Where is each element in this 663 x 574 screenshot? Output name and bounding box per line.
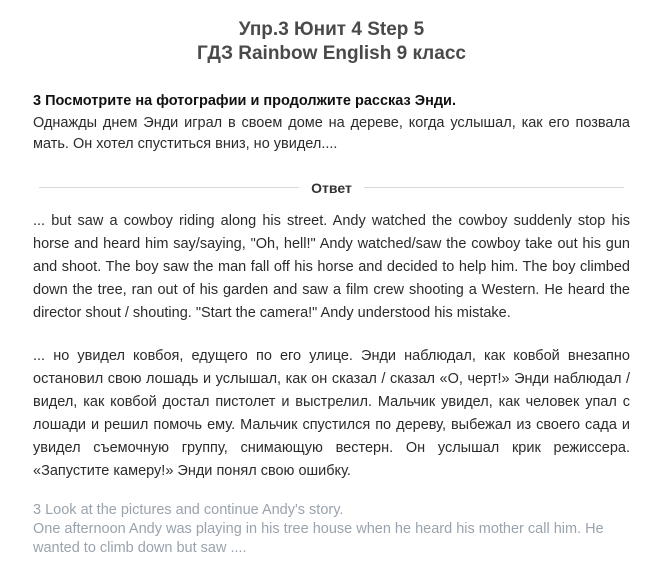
answer-label: Ответ — [311, 179, 352, 196]
answer-russian: ... но увидел ковбоя, едущего по его улице. Энди наблюдал, как ковбой внезапно остановил свою лошадь и услышал, как он сказал / сказал «О, черт!» Энди наблюдал / видел, как ковбой достал пистолет и выстрелил. Мальчик увидел, как человек упал с лошади и решил помочь ему. Мальчик спустился по дереву, выбежал из своего сада и увидел съемочную группу, снимающую вестерн. Он услышал крик режиссера. «Запустите камеру!» Энди понял свою ошибку. — [33, 347, 630, 479]
title-line-1: Упр.3 Юнит 4 Step 5 — [238, 19, 425, 40]
original-text: One afternoon Andy was playing in his tree house when he heard his mother call him. He wanted to climb down but saw .... — [33, 520, 604, 556]
task-text: Однажды днем Энди играл в своем доме на дереве, когда услышал, как его позвала мать. Он хотел спуститься вниз, но увидел.... — [33, 114, 630, 152]
divider-line-left — [39, 187, 299, 188]
page-title — [33, 0, 630, 66]
divider-line-right — [364, 187, 624, 188]
answer-english: ... but saw a cowboy riding along his street. Andy watched the cowboy suddenly stop his horse and heard him say/saying, "Oh, hell!" Andy watched/saw the cowboy take out his gun and shoot. The boy saw the man fall off his horse and decided to help him. The boy climbed down the tree, ran out of his garden and saw a film crew shooting a Western. He heard the director shout / shouting. "Start the camera!" Andy understood his mistake. — [33, 212, 630, 321]
task-heading: 3 Посмотрите на фотографии и продолжите рассказ Энди. — [33, 93, 456, 109]
answer-divider — [33, 180, 630, 196]
original-heading: 3 Look at the pictures and continue Andy's story. — [33, 501, 344, 518]
title-line-2: ГДЗ Rainbow English 9 класс — [197, 43, 466, 64]
original-task — [33, 501, 630, 558]
task-block — [33, 91, 630, 156]
